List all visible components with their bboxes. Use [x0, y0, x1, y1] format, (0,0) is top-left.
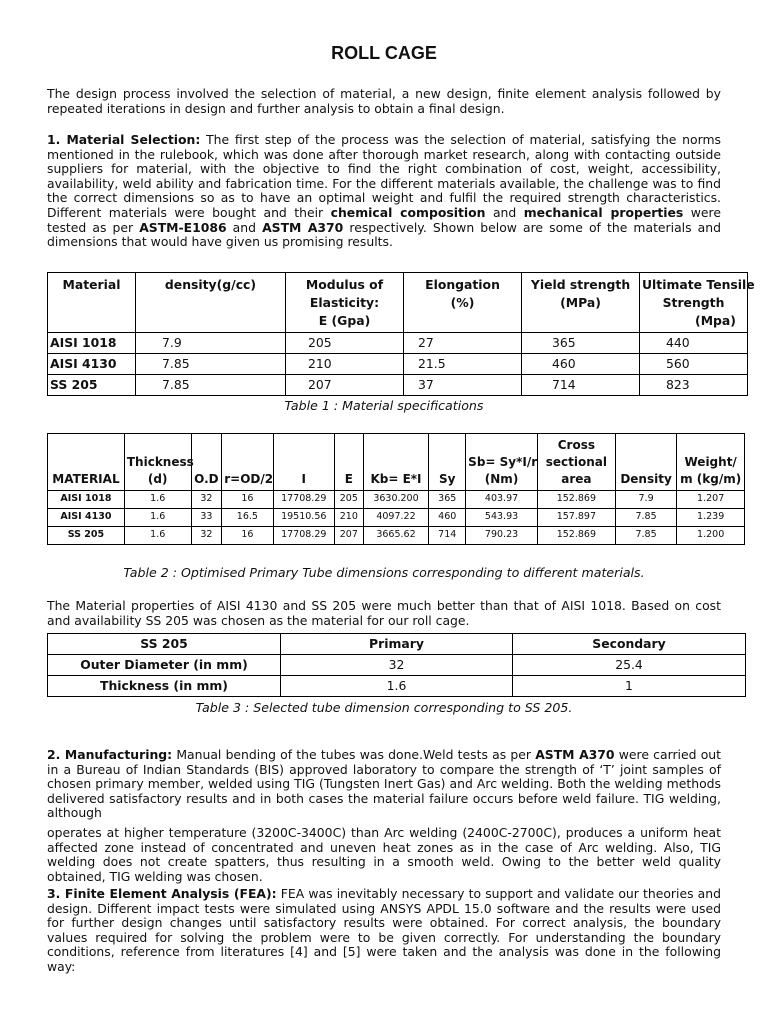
body-text: respectively. Shown below are some of the materials and dimensions that would have given us promising results.	[47, 219, 721, 250]
material-selection-paragraph	[47, 133, 721, 250]
table-caption: Table 2 : Optimised Primary Tube dimensions corresponding to different materials.	[123, 565, 645, 580]
column-header: MATERIAL	[48, 434, 125, 491]
table-cell: AISI 4130	[48, 354, 136, 375]
column-header: Modulus of Elasticity: E (Gpa)	[286, 273, 404, 333]
table-cell: 1.207	[677, 491, 745, 509]
table-cell: 152.869	[537, 527, 615, 545]
column-header: O.D	[191, 434, 222, 491]
table-cell: 3665.62	[363, 527, 429, 545]
material-specifications-table	[47, 272, 755, 396]
table-caption: Table 1 : Material specifications	[284, 398, 484, 413]
column-header: E	[335, 434, 364, 491]
table-cell: 1.6	[124, 527, 191, 545]
tube-dimensions-table	[47, 433, 745, 545]
table-cell: 205	[286, 333, 404, 354]
table-cell: 210	[286, 354, 404, 375]
body-text: ASTM-E1086	[139, 219, 227, 235]
body-text: The first step of the process was the selection of material, satisfying the norms mentioned in the rulebook, which was done after thorough market research, along with contacting outside suppliers for material, with the objective to find the right combination of cost, weight, accessibility, availability, weld ability and fabrication time. For the different materials available, the challenge was to find the correct dimensions so as to have an optimal weight and fulfil the required strength characteristics. Different materials were bought and their	[47, 132, 721, 220]
table-cell: 460	[429, 509, 466, 527]
table-cell: 714	[429, 527, 466, 545]
column-header: Density	[615, 434, 677, 491]
page-title: ROLL CAGE	[331, 43, 437, 63]
table-row	[48, 509, 745, 527]
table-cell: 19510.56	[273, 509, 335, 527]
table-header-row	[48, 634, 746, 655]
table-cell: 4097.22	[363, 509, 429, 527]
table-cell: 7.9	[136, 333, 286, 354]
section-heading: 3. Finite Element Analysis (FEA):	[47, 886, 277, 901]
table-cell: 207	[335, 527, 364, 545]
table-cell: 16	[222, 491, 273, 509]
table-cell: 460	[522, 354, 640, 375]
fea-paragraph	[47, 887, 721, 975]
column-header: Weight/ m (kg/m)	[677, 434, 745, 491]
table-header-row	[48, 273, 748, 333]
body-text: were carried out in a Bureau of Indian Standards (BIS) approved laboratory to compare the strength of ‘T’ joint samples of chosen primary member, welded using TIG (Tungsten Inert Gas) and Arc welding. Both the welding methods delivered satisfactory results and in both cases the material failure occurs before weld failure. TIG welding, although	[47, 747, 721, 821]
table-cell: 714	[522, 375, 640, 396]
column-header: Sb= Sy*I/r (Nm)	[466, 434, 538, 491]
table-cell: 1	[513, 676, 746, 697]
table-row	[48, 354, 748, 375]
column-header: density(g/cc)	[136, 273, 286, 333]
table-cell: 365	[522, 333, 640, 354]
table-cell: AISI 1018	[48, 491, 125, 509]
column-header: Secondary	[513, 634, 746, 655]
table-cell: 27	[404, 333, 522, 354]
table-cell: 1.6	[124, 491, 191, 509]
body-text: and	[485, 204, 524, 220]
column-header: Primary	[281, 634, 513, 655]
table-cell: 32	[191, 491, 222, 509]
column-header: Sy	[429, 434, 466, 491]
section-heading: 2. Manufacturing:	[47, 747, 173, 762]
table-cell: 3630.200	[363, 491, 429, 509]
table-row	[48, 491, 745, 509]
table-cell: SS 205	[48, 527, 125, 545]
table-cell: 1.6	[281, 676, 513, 697]
column-header: Material	[48, 273, 136, 333]
table-cell: 210	[335, 509, 364, 527]
table-cell: 37	[404, 375, 522, 396]
table-cell: 152.869	[537, 491, 615, 509]
table-cell: 32	[281, 655, 513, 676]
table-row	[48, 375, 748, 396]
table-cell: Outer Diameter (in mm)	[48, 655, 281, 676]
table-cell: AISI 4130	[48, 509, 125, 527]
table-cell: AISI 1018	[48, 333, 136, 354]
table-cell: 7.85	[136, 354, 286, 375]
table-cell: 33	[191, 509, 222, 527]
table-cell: 1.200	[677, 527, 745, 545]
table-row	[48, 676, 746, 697]
body-text: mechanical properties	[523, 204, 684, 220]
table-cell: 16.5	[222, 509, 273, 527]
table-cell: 823	[640, 375, 748, 396]
body-text: and	[226, 219, 263, 235]
column-header: r=OD/2	[222, 434, 273, 491]
table-cell: 21.5	[404, 354, 522, 375]
table-cell: 365	[429, 491, 466, 509]
manufacturing-paragraph	[47, 748, 721, 821]
column-header: Kb= E*I	[363, 434, 429, 491]
table-cell: 403.97	[466, 491, 538, 509]
table-cell: 205	[335, 491, 364, 509]
table-cell: 543.93	[466, 509, 538, 527]
column-header: Yield strength (MPa)	[522, 273, 640, 333]
table-cell: 7.85	[615, 509, 677, 527]
table-cell: 560	[640, 354, 748, 375]
body-text: FEA was inevitably necessary to support and validate our theories and design. Different impact tests were simulated using ANSYS APDL 15.0 software and the results were used for further design changes until satisfactory results were obtained. For correct analysis, the boundary values required for solving the problem were to be given correctly. For understanding the boundary conditions, reference from literatures [4] and [5] were taken and the analysis was done in the following way:	[47, 886, 721, 974]
table-cell: 16	[222, 527, 273, 545]
column-header: Elongation (%)	[404, 273, 522, 333]
selected-tube-table	[47, 633, 746, 697]
table-cell: 157.897	[537, 509, 615, 527]
table-cell: 17708.29	[273, 527, 335, 545]
table-cell: 207	[286, 375, 404, 396]
body-text: chemical composition	[330, 204, 486, 220]
body-text: were tested as per	[47, 204, 721, 235]
table-cell: 1.239	[677, 509, 745, 527]
table-cell: 7.85	[615, 527, 677, 545]
column-header: Thickness (d)	[124, 434, 191, 491]
table-cell: 25.4	[513, 655, 746, 676]
body-text: ASTM A370	[262, 219, 344, 235]
table-cell: 32	[191, 527, 222, 545]
table-cell: Thickness (in mm)	[48, 676, 281, 697]
body-text: Manual bending of the tubes was done.Weld tests as per	[172, 747, 536, 762]
section-heading: 1. Material Selection:	[47, 132, 201, 147]
manufacturing-paragraph-continued: operates at higher temperature (3200C-3400C) than Arc welding (2400C-2700C), produces a uniform heat affected zone instead of concentrated and uneven heat zones as in the case of Arc welding. Also, TIG welding does not create spatters, thus resulting in a smooth weld. Owing to the better weld quality obtained, TIG welding was chosen.	[47, 825, 721, 884]
table-cell: SS 205	[48, 375, 136, 396]
table-cell: 7.9	[615, 491, 677, 509]
table-caption: Table 3 : Selected tube dimension corresponding to SS 205.	[195, 700, 573, 715]
table-header-row	[48, 434, 745, 491]
material-choice-paragraph: The Material properties of AISI 4130 and SS 205 were much better than that of AISI 1018. Based on cost and availability SS 205 was chosen as the material for our roll cage.	[47, 598, 721, 628]
table-cell: 17708.29	[273, 491, 335, 509]
body-text: ASTM A370	[535, 747, 615, 762]
column-header: Ultimate Tensile Strength (Mpa)	[640, 273, 748, 333]
table-cell: 7.85	[136, 375, 286, 396]
intro-paragraph: The design process involved the selection of material, a new design, finite element analysis followed by repeated iterations in design and further analysis to obtain a final design.	[47, 86, 721, 116]
table-row	[48, 527, 745, 545]
column-header: Cross sectional area	[537, 434, 615, 491]
column-header: SS 205	[48, 634, 281, 655]
table-cell: 790.23	[466, 527, 538, 545]
table-row	[48, 655, 746, 676]
column-header: I	[273, 434, 335, 491]
table-row	[48, 333, 748, 354]
table-cell: 1.6	[124, 509, 191, 527]
table-cell: 440	[640, 333, 748, 354]
